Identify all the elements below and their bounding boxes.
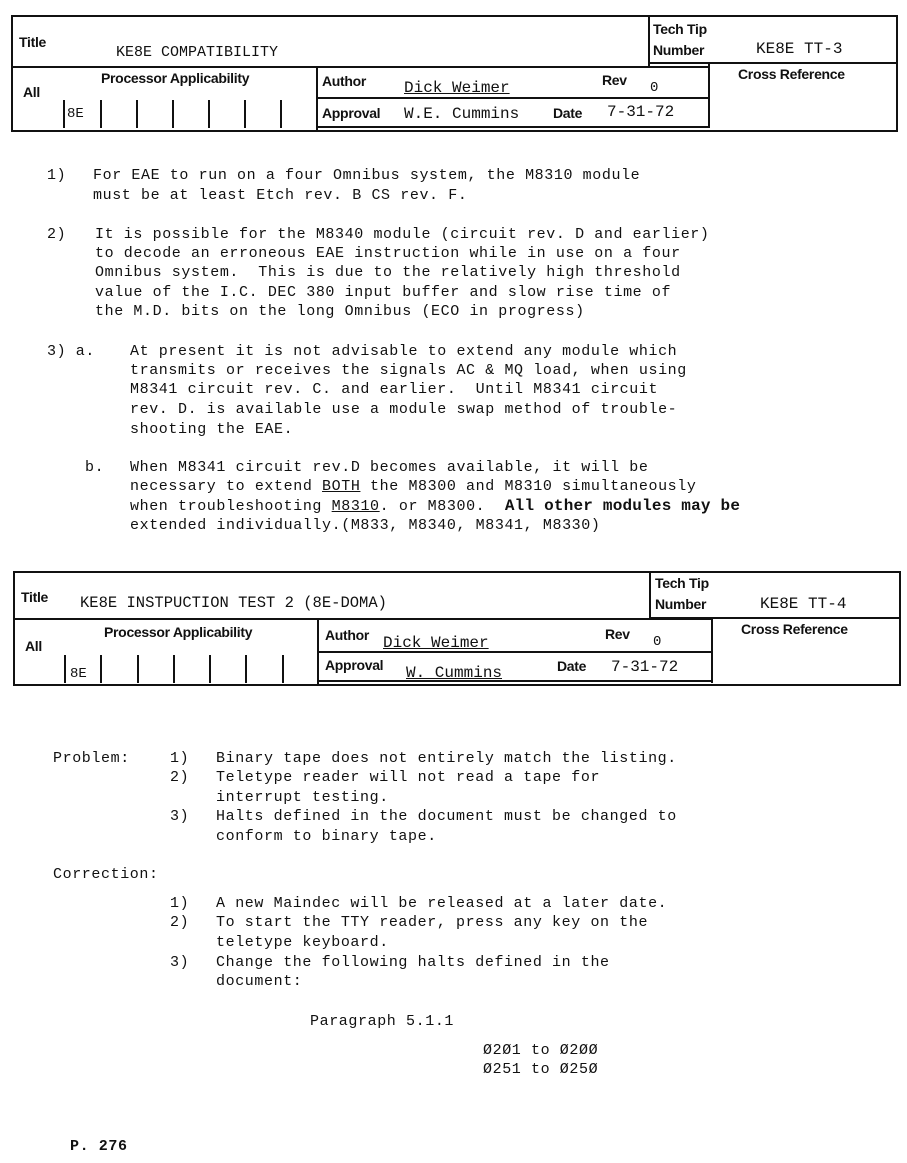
- date-label: Date: [553, 105, 583, 121]
- item-3b-line: [130, 477, 697, 497]
- correction-item-1-number: 1): [170, 895, 190, 912]
- item-2-number: 2): [47, 226, 67, 243]
- header1-author-crossref-divider: [708, 62, 710, 128]
- processor-applicability-label: Processor Applicability: [101, 70, 250, 86]
- proc-tick: [137, 655, 139, 683]
- proc-tick: [100, 655, 102, 683]
- correction-label: Correction:: [53, 866, 159, 883]
- title-value: KE8E COMPATIBILITY: [116, 44, 279, 61]
- proc-tick: [280, 100, 282, 128]
- problem-item-3-line: Halts defined in the document must be changed to: [216, 808, 677, 825]
- proc-tick: [100, 100, 102, 128]
- author-label: Author: [322, 73, 367, 89]
- problem-item-1-number: 1): [170, 750, 190, 767]
- all-label: All: [25, 638, 42, 654]
- author-value: Dick Weimer: [404, 79, 510, 97]
- header1-proc-author-divider: [316, 66, 318, 132]
- underlined-module: M8310: [331, 498, 380, 515]
- date-label: Date: [557, 658, 587, 674]
- item-3b-text: . or M8300.: [379, 498, 486, 515]
- techtip-number: KE8E TT-4: [760, 595, 847, 613]
- correction-item-2-line: To start the TTY reader, press any key on the: [216, 914, 649, 931]
- correction-item-1-line: A new Maindec will be released at a later date.: [216, 895, 668, 912]
- date-value: 7-31-72: [607, 103, 675, 121]
- proc-tick: [63, 100, 65, 128]
- item-3a-line: At present it is not advisable to extend any module which: [130, 343, 678, 360]
- proc-tick: [136, 100, 138, 128]
- problem-item-2-line: interrupt testing.: [216, 789, 389, 806]
- paragraph-reference: Paragraph 5.1.1: [310, 1013, 455, 1030]
- proc-tick: [209, 655, 211, 683]
- processor-value: 8E: [67, 106, 84, 122]
- title-label: Title: [19, 34, 47, 50]
- item-2-line: It is possible for the M8340 module (circuit rev. D and earlier): [95, 226, 710, 243]
- proc-tick: [173, 655, 175, 683]
- techtip-label: Tech Tip: [653, 21, 707, 37]
- approval-value: W.E. Cummins: [404, 105, 520, 123]
- header1-techtip-divider: [648, 62, 898, 64]
- item-2-line: Omnibus system. This is due to the relatively high threshold: [95, 264, 681, 281]
- header1-bottom-inner: [316, 126, 710, 128]
- item-3b-text: the M8300 and M8310 simultaneously: [360, 478, 697, 495]
- processor-value: 8E: [70, 666, 87, 682]
- approval-value: W. Cummins: [406, 664, 503, 682]
- correction-item-3-line: document:: [216, 973, 303, 990]
- item-3b-text: necessary to extend: [130, 478, 323, 495]
- item-3-number: 3) a.: [47, 343, 96, 360]
- rev-label: Rev: [605, 626, 630, 642]
- proc-tick: [208, 100, 210, 128]
- header2-techtip-divider: [650, 617, 901, 619]
- author-label: Author: [325, 627, 370, 643]
- techtip-label: Tech Tip: [655, 575, 709, 591]
- item-2-line: value of the I.C. DEC 380 input buffer and slow rise time of: [95, 284, 672, 301]
- header2-author-approval-divider: [317, 651, 713, 653]
- item-3a-line: rev. D. is available use a module swap method of trouble-: [130, 401, 678, 418]
- proc-tick: [64, 655, 66, 683]
- cross-reference-label: Cross Reference: [741, 621, 848, 637]
- item-3a-line: shooting the EAE.: [130, 421, 294, 438]
- correction-item-2-number: 2): [170, 914, 190, 931]
- problem-item-2-number: 2): [170, 769, 190, 786]
- item-3a-line: M8341 circuit rev. C. and earlier. Until M8341 circuit: [130, 381, 659, 398]
- item-3b-number: b.: [85, 459, 105, 476]
- author-value: Dick Weimer: [383, 634, 489, 652]
- rev-label: Rev: [602, 72, 627, 88]
- header1-row-divider: [11, 66, 709, 68]
- techtip-number: KE8E TT-3: [756, 40, 843, 58]
- header2-author-crossref-divider: [711, 617, 713, 683]
- item-3b-text-bold: All other modules may be: [485, 497, 741, 515]
- processor-applicability-label: Processor Applicability: [104, 624, 253, 640]
- page-number: P. 276: [70, 1138, 128, 1155]
- date-value: 7-31-72: [611, 658, 679, 676]
- item-2-line: to decode an erroneous EAE instruction while in use on a four: [95, 245, 681, 262]
- rev-value: 0: [650, 80, 659, 96]
- item-3b-line: extended individually.(M833, M8340, M8341, M8330): [130, 517, 601, 534]
- correction-item-3-line: Change the following halts defined in the: [216, 954, 610, 971]
- item-2-line: the M.D. bits on the long Omnibus (ECO in progress): [95, 303, 585, 320]
- approval-label: Approval: [325, 657, 384, 673]
- emphasis-both: BOTH: [322, 478, 361, 495]
- header2-bottom-inner: [317, 680, 713, 682]
- header2-title-techtip-divider: [649, 571, 651, 619]
- problem-item-1-line: Binary tape does not entirely match the listing.: [216, 750, 677, 767]
- header2-row-divider: [13, 618, 713, 620]
- item-3b-line: When M8341 circuit rev.D becomes available, it will be: [130, 459, 649, 476]
- cross-reference-label: Cross Reference: [738, 66, 845, 82]
- approval-label: Approval: [322, 105, 381, 121]
- item-3a-line: transmits or receives the signals AC & MQ load, when using: [130, 362, 687, 379]
- techtip-number-label: Number: [653, 42, 705, 58]
- halt-change-1: Ø2Ø1 to Ø2ØØ: [483, 1042, 599, 1059]
- problem-item-2-line: Teletype reader will not read a tape for: [216, 769, 601, 786]
- halt-change-2: Ø251 to Ø25Ø: [483, 1061, 599, 1078]
- proc-tick: [282, 655, 284, 683]
- header1-title-techtip-divider: [648, 15, 650, 66]
- techtip-number-label: Number: [655, 596, 707, 612]
- proc-tick: [245, 655, 247, 683]
- proc-tick: [172, 100, 174, 128]
- correction-item-3-number: 3): [170, 954, 190, 971]
- rev-value: 0: [653, 634, 662, 650]
- item-1-number: 1): [47, 167, 67, 184]
- problem-label: Problem:: [53, 750, 130, 767]
- all-label: All: [23, 84, 40, 100]
- item-1-line: For EAE to run on a four Omnibus system, the M8310 module: [93, 167, 641, 184]
- title-label: Title: [21, 589, 49, 605]
- proc-tick: [244, 100, 246, 128]
- problem-item-3-line: conform to binary tape.: [216, 828, 437, 845]
- item-1-line: must be at least Etch rev. B CS rev. F.: [93, 187, 468, 204]
- problem-item-3-number: 3): [170, 808, 190, 825]
- item-3b-line: [130, 497, 740, 517]
- item-3b-text: when troubleshooting: [130, 498, 332, 515]
- header1-author-approval-divider: [316, 97, 710, 99]
- title-value: KE8E INSTPUCTION TEST 2 (8E-DOMA): [80, 594, 387, 612]
- correction-item-2-line: teletype keyboard.: [216, 934, 389, 951]
